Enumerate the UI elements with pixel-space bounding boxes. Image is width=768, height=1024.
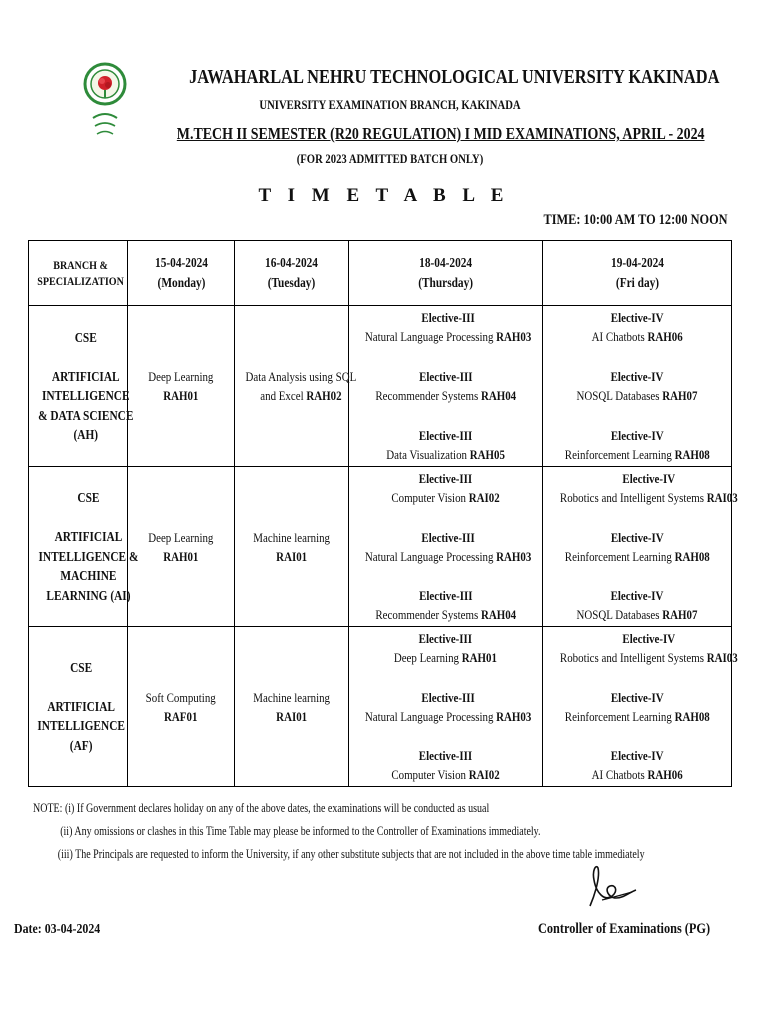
subject-cell: Machine learning RAI01 — [235, 627, 349, 787]
note-item: NOTE: (i) If Government declares holiday on any of the above dates, the examinations will be conducted as usual — [33, 801, 490, 815]
issue-date: Date: 03-04-2024 — [14, 922, 101, 937]
column-header-branch: BRANCH & SPECIALIZATION — [29, 241, 128, 306]
note-item: (iii) The Principals are requested to inform the University, if any other substitute subjects that are not included in the above time table immediately — [57, 847, 645, 861]
elective-cell: Elective-IV Robotics and Intelligent Systems RAI03 Elective-IV Reinforcement Learning RAH08 Elective-IV AI Chatbots RAH06 — [543, 627, 732, 787]
subject-cell: Deep Learning RAH01 — [128, 306, 235, 467]
column-header-date: 18-04-2024 (Thursday) — [349, 241, 543, 306]
elective-cell: Elective-IV AI Chatbots RAH06 Elective-IV NOSQL Databases RAH07 Elective-IV Reinforcement Learning RAH08 — [543, 306, 732, 467]
controller-signature-label: Controller of Examinations (PG) — [538, 921, 711, 937]
notes-section — [33, 797, 768, 866]
timetable-heading: T I M E T A B L E — [258, 185, 510, 206]
signature-icon — [582, 862, 640, 914]
elective-cell: Elective-IV Robotics and Intelligent Systems RAI03 Elective-IV Reinforcement Learning RAH08 Elective-IV NOSQL Databases RAH07 — [543, 467, 732, 627]
table-row — [29, 467, 732, 627]
subject-cell: Machine learning RAI01 — [235, 467, 349, 627]
column-header-date: 19-04-2024 (Fri day) — [543, 241, 732, 306]
branch-cell: CSE ARTIFICIAL INTELLIGENCE & DATA SCIENCE (AH) — [29, 306, 128, 467]
table-row — [29, 306, 732, 467]
exam-time: TIME: 10:00 AM TO 12:00 NOON — [543, 212, 728, 228]
note-item: (ii) Any omissions or clashes in this Time Table may please be informed to the Controller of Examinations immediately. — [60, 824, 541, 838]
university-name: JAWAHARLAL NEHRU TECHNOLOGICAL UNIVERSITY KAKINADA — [189, 66, 720, 88]
elective-cell: Elective-III Natural Language Processing RAH03 Elective-III Recommender Systems RAH04 Elective-III Data Visualization RAH05 — [349, 306, 543, 467]
elective-cell: Elective-III Deep Learning RAH01 Elective-III Natural Language Processing RAH03 Elective-III Computer Vision RAI02 — [349, 627, 543, 787]
column-header-date: 15-04-2024 (Monday) — [128, 241, 235, 306]
table-row — [29, 627, 732, 787]
branch-cell: CSE ARTIFICIAL INTELLIGENCE (AF) — [29, 627, 128, 787]
university-seal-icon — [83, 56, 127, 142]
subject-cell: Deep Learning RAH01 — [128, 467, 235, 627]
exam-branch: UNIVERSITY EXAMINATION BRANCH, KAKINADA — [259, 97, 521, 112]
subject-cell: Soft Computing RAF01 — [128, 627, 235, 787]
branch-cell: CSE ARTIFICIAL INTELLIGENCE & MACHINE LEARNING (AI) — [29, 467, 128, 627]
timetable — [28, 240, 738, 787]
batch-note: (FOR 2023 ADMITTED BATCH ONLY) — [296, 151, 484, 166]
subject-cell: Data Analysis using SQL and Excel RAH02 — [235, 306, 349, 467]
elective-cell: Elective-III Computer Vision RAI02 Elective-III Natural Language Processing RAH03 Elective-III Recommender Systems RAH04 — [349, 467, 543, 627]
exam-title: M.TECH II SEMESTER (R20 REGULATION) I MID EXAMINATIONS, APRIL - 2024 — [176, 124, 705, 143]
table-header-row — [29, 241, 732, 306]
column-header-date: 16-04-2024 (Tuesday) — [235, 241, 349, 306]
